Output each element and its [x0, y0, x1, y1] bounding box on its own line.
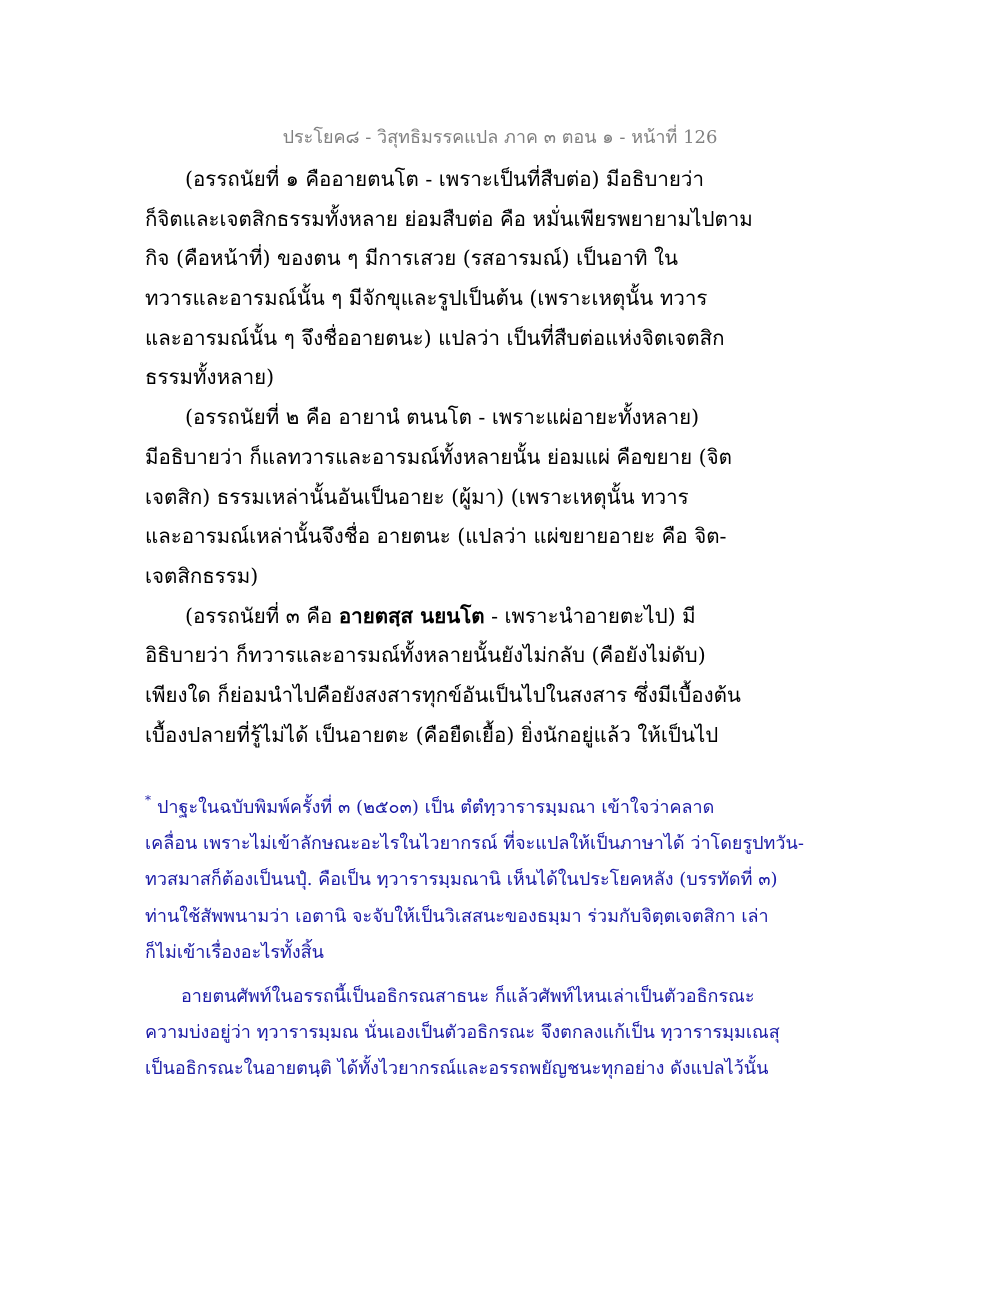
text-line: กิจ (คือหน้าที่) ของตน ๆ มีการเสวย (รสอารมณ์) เป็นอาทิ ใน	[145, 246, 679, 271]
text-line	[145, 279, 865, 319]
pali-term-bold: อายตสฺส นยนโต	[338, 603, 485, 628]
text-line: (อรรถนัยที่ ๒ คือ อายานํ ตนนโต - เพราะแผ่อายะทั้งหลาย)	[185, 405, 700, 430]
text-line: เบื้องปลายที่รู้ไม่ได้ เป็นอายตะ (คือยืดเยื้อ) ยิ่งนักอยู่แล้ว ให้เป็นไป	[145, 722, 719, 747]
text-line: ก็จิตและเจตสิกธรรมทั้งหลาย ย่อมสืบต่อ คือ หมั่นเพียรพยายามไปตาม	[145, 206, 753, 231]
footnote-line: เคลื่อน เพราะไม่เข้าลักษณะอะไรในไวยากรณ์ ที่จะแปลให้เป็นภาษาได้ ว่าโดยรูปทวัน-	[145, 833, 804, 855]
footnote-marker: *	[145, 793, 151, 807]
text-line: และอารมณ์นั้น ๆ จึงชื่ออายตนะ) แปลว่า เป็นที่สืบต่อแห่งจิตเจตสิก	[145, 325, 725, 350]
footnote-line: เป็นอธิกรณะในอายตนฺติ ได้ทั้งไวยากรณ์และอรรถพยัญชนะทุกอย่าง ดังแปลไว้นั้น	[145, 1058, 769, 1080]
main-text	[145, 160, 865, 755]
text-line-content: ทวารและอารมณ์นั้น ๆ มีจักขุและรูปเป็นต้น (เพราะเหตุนั้น ทวาร	[145, 286, 708, 311]
text-line: อิธิบายว่า ก็ทวารและอารมณ์ทั้งหลายนั้นยังไม่กลับ (คือยังไม่ดับ)	[145, 643, 706, 668]
footnote-line: ท่านใช้สัพพนามว่า เอตานิ จะจับให้เป็นวิเสสนะของธมฺมา ร่วมกับจิตฺตเจตสิกา เล่า	[145, 905, 769, 927]
text-segment: (อรรถนัยที่ ๓ คือ	[185, 603, 339, 628]
text-line: เจตสิก) ธรรมเหล่านั้นอันเป็นอายะ (ผู้มา) (เพราะเหตุนั้น ทวาร	[145, 484, 689, 509]
text-line-with-pali-term	[145, 597, 865, 637]
text-line: (อรรถนัยที่ ๑ คืออายตนโต - เพราะเป็นที่สืบต่อ) มีอธิบายว่า	[185, 167, 704, 191]
text-line: เพียงใด ก็ย่อมนำไปคือยังสงสารทุกข์อันเป็นไปในสงสาร ซึ่งมีเบื้องต้น	[145, 682, 741, 707]
footnote-section	[145, 790, 865, 1088]
footnote-line: ความบ่งอยู่ว่า ทฺวารารมฺมณ นั่นเองเป็นตัวอธิกรณะ จึงตกลงแก้เป็น ทฺวารารมฺมเณสุ	[145, 1022, 780, 1044]
text-line: และอารมณ์เหล่านั้นจึงชื่อ อายตนะ (แปลว่า แผ่ขยายอายะ คือ จิต-	[145, 524, 727, 549]
paragraph-spacer	[145, 971, 865, 979]
footnote-line: ก็ไม่เข้าเรื่องอะไรทั้งสิ้น	[145, 941, 324, 963]
footnote-text: ปาฐะในฉบับพิมพ์ครั้งที่ ๓ (๒๕๐๓) เป็น ตํตํทฺวารารมฺมณา เข้าใจว่าคลาด	[157, 797, 715, 818]
text-line: มีอธิบายว่า ก็แลทวารและอารมณ์ทั้งหลายนั้น ย่อมแผ่ คือขยาย (จิต	[145, 444, 732, 469]
footnote-line	[145, 790, 865, 826]
text-segment: - เพราะนำอายตะไป) มี	[484, 603, 696, 628]
page-header: ประโยค๘ - วิสุทธิมรรคแปล ภาค ๓ ตอน ๑ - หน้าที่ 126	[282, 127, 718, 148]
text-line: เจตสิกธรรม)	[145, 563, 259, 588]
text-line: ธรรมทั้งหลาย)	[145, 365, 275, 390]
footnote-line: ทวสมาสก็ต้องเป็นนปุํ. คือเป็น ทฺวารารมฺมณานิ เห็นได้ในประโยคหลัง (บรรทัดที่ ๓)	[145, 869, 778, 891]
footnote-line: อายตนศัพท์ในอรรถนี้เป็นอธิกรณสาธนะ ก็แล้วศัพท์ไหนเล่าเป็นตัวอธิกรณะ	[181, 985, 755, 1007]
